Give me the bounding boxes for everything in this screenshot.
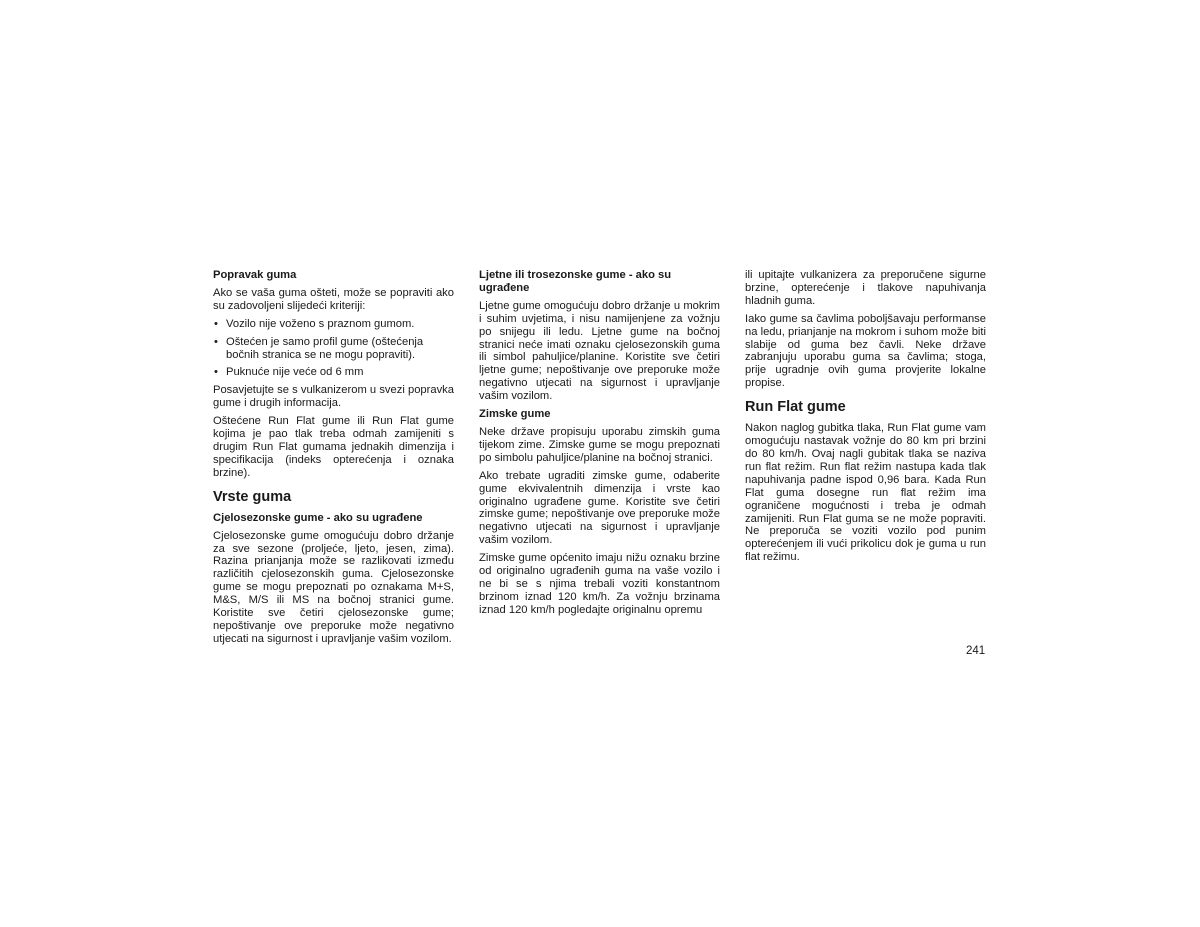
paragraph-run-flat: Nakon naglog gubitka tlaka, Run Flat gume vam omogućuju nastavak vožnje do 80 km pri brzini do 80 km/h. Ovaj nagli gubitak tlaka se naziva run flat režim. Run flat režim nastupa kada tlak napuhivanja padne ispod 0,96 bara. Kada Run Flat guma dosegne run flat režim ima ograničene mogućnosti i treba je odmah zamijeniti. Run Flat guma se ne može popraviti. Ne preporuča se voziti vozilo pod punim opterećenjem ili vući prikolicu dok je guma u run flat režimu. (745, 422, 986, 564)
criteria-list (213, 318, 454, 380)
paragraph-popravak-intro: Ako se vaša guma ošteti, može se popraviti ako su zadovoljeni slijedeći kriteriji: (213, 286, 454, 312)
paragraph-ljetne: Ljetne gume omogućuju dobro držanje u mokrim i suhim uvjetima, i nisu namijenjene za vožnju po snijegu ili ledu. Ljetne gume na bočnoj stranici neće imati oznaku cjelosezonskih guma ili simbol pahuljice/planine. Koristite sve četiri ljetne gume; nepoštivanje ove preporuke može negativno utjecati na sigurnost i upravljanje vašim vozilom. (479, 299, 720, 403)
paragraph-cavli: Iako gume sa čavlima poboljšavaju performanse na ledu, prianjanje na mokrom i suhom može biti slabije od guma bez čavli. Neke države zabranjuju uporabu guma sa čavlima; stoga, prije ugradnje ovih guma provjerite lokalne propise. (745, 312, 986, 390)
paragraph-zimske-3: Zimske gume općenito imaju nižu oznaku brzine od originalno ugrađenih guma na vaše vozilo i ne bi se s njima trebali voziti konstantnom brzinom iznad 120 km/h. Za vožnju brzinama iznad 120 km/h pogledajte originalnu opremu (479, 552, 720, 616)
paragraph-cjelosezonske: Cjelosezonske gume omogućuju dobro držanje za sve sezone (proljeće, ljeto, jesen, zima). Razina prianjanja može se razlikovati između različitih cjelosezonskih guma. Cjelosezonske gume se mogu prepoznati po oznakama M+S, M&S, M/S ili MS na bočnoj stranici gume. Koristite sve četiri cjelosezonske gume; nepoštivanje ove preporuke može negativno utjecati na sigurnost i upravljanje vašim vozilom. (213, 529, 454, 645)
column-left (213, 269, 454, 651)
heading-popravak-guma: Popravak guma (213, 269, 297, 281)
list-item: • Vozilo nije voženo s praznom gumom. (213, 318, 454, 331)
heading-run-flat-gume: Run Flat gume (745, 399, 846, 416)
heading-vrste-guma: Vrste guma (213, 488, 292, 505)
paragraph-posavjetujte: Posavjetujte se s vulkanizerom u svezi popravka gume i drugih informacija. (213, 384, 454, 410)
heading-ljetne: Ljetne ili trosezonske gume - ako su ugrađene (479, 269, 672, 294)
paragraph-runflat-zamjena: Oštećene Run Flat gume ili Run Flat gume kojima je pao tlak treba odmah zamijeniti s drugim Run Flat gumama jednakih dimenzija i specifikacija (indeks opterećenja i oznaka brzine). (213, 415, 454, 479)
heading-cjelosezonske: Cjelosezonske gume - ako su ugrađene (213, 511, 423, 524)
paragraph-continuation: ili upitajte vulkanizera za preporučene sigurne brzine, opterećenje i tlakove napuhivanja hladnih guma. (745, 269, 986, 307)
page-number: 241 (966, 645, 986, 657)
list-item: • Puknuće nije veće od 6 mm (213, 366, 454, 379)
list-item: • Oštećen je samo profil gume (oštećenja bočnih stranica se ne mogu popraviti). (213, 336, 454, 362)
column-right (745, 269, 986, 569)
heading-zimske: Zimske gume (479, 408, 551, 421)
paragraph-zimske-2: Ako trebate ugraditi zimske gume, odaberite gume ekvivalentnih dimenzija i vrste kao originalno ugrađene gume. Koristite sve četiri zimske gume; nepoštivanje ove preporuke može negativno utjecati na sigurnost i upravljanje vašim vozilom. (479, 469, 720, 547)
paragraph-zimske-1: Neke države propisuju uporabu zimskih guma tijekom zime. Zimske gume se mogu prepoznati po simbolu pahuljice/planine na bočnoj stranici. (479, 425, 720, 464)
column-middle (479, 269, 720, 622)
